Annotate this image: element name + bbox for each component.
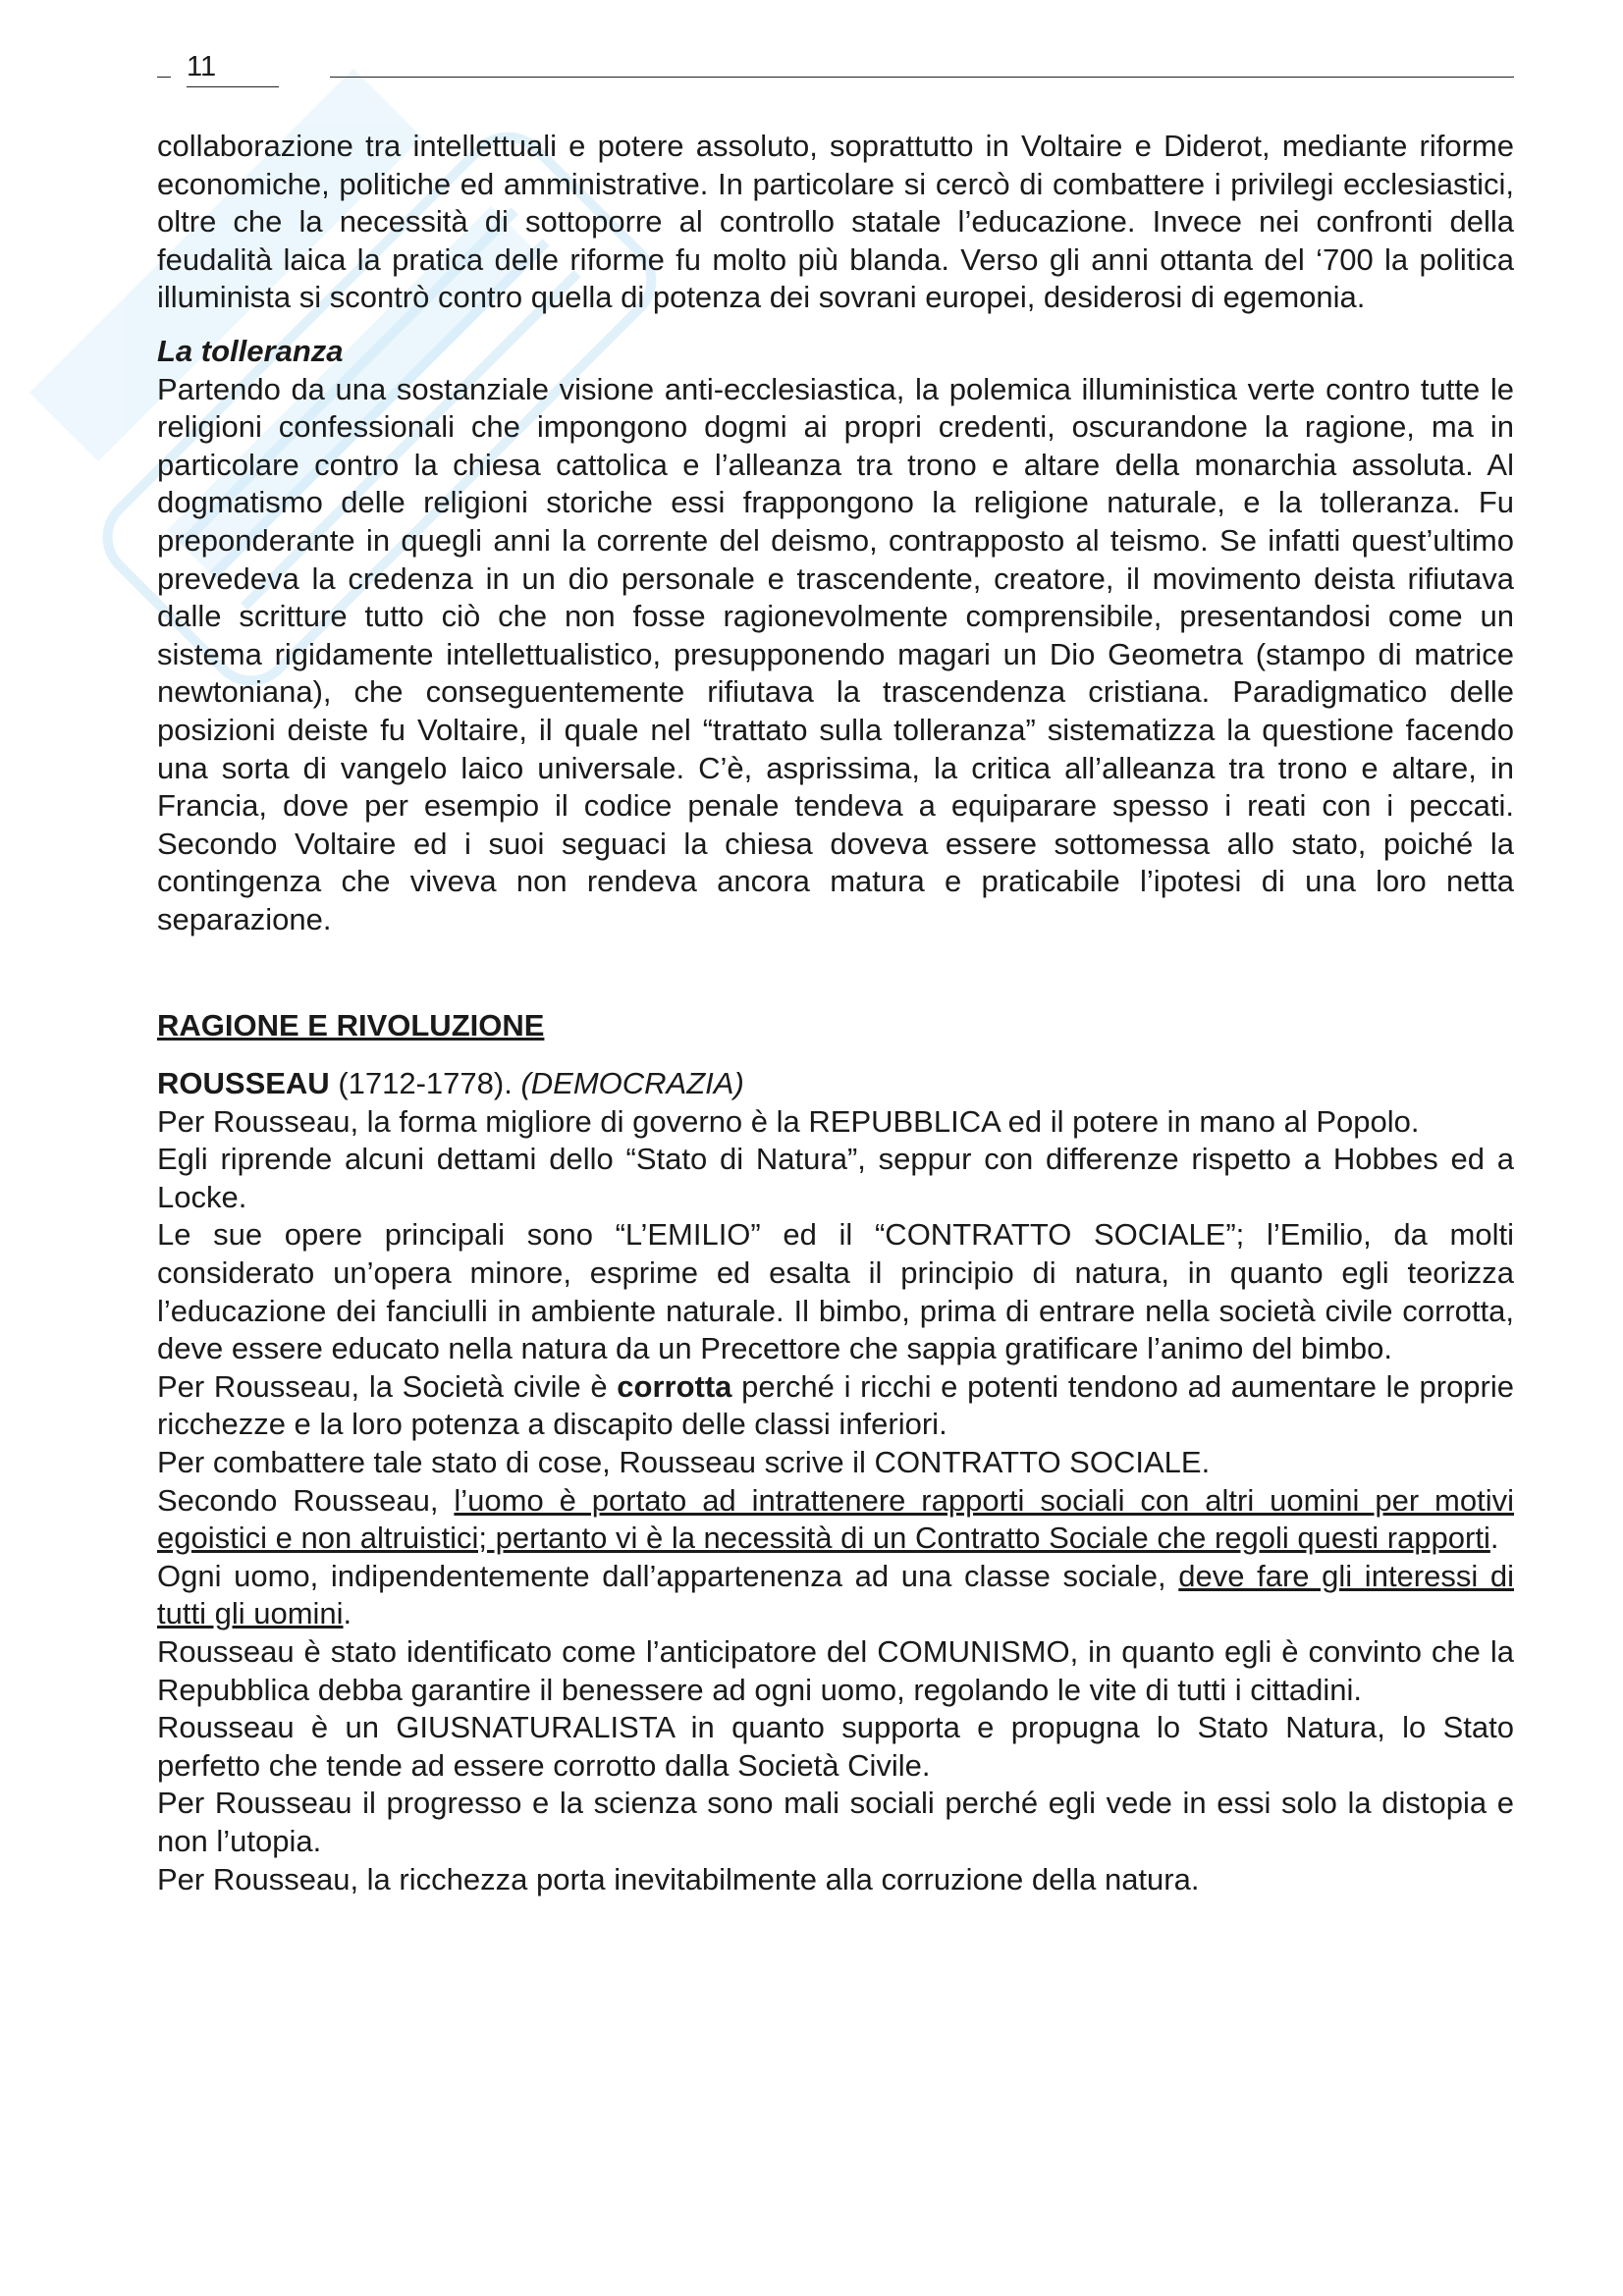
rousseau-paragraph-4 <box>157 1368 1514 1444</box>
rousseau-tag: (DEMOCRAZIA) <box>520 1066 744 1101</box>
rousseau-paragraph-7 <box>157 1558 1514 1633</box>
tolleranza-paragraph: Partendo da una sostanziale visione anti-ecclesiastica, la polemica illuministica verte contro tutte le religioni confessionali che impongono dogmi ai propri credenti, oscurandone la ragione, ma in particolare contro la chiesa cattolica e l’alleanza tra trono e altare della monarchia assoluta. Al dogmatismo delle religioni storiche essi frappongono la religione naturale, e la tolleranza. Fu preponderante in quegli anni la corrente del deismo, contrapposto al teismo. Se infatti quest’ultimo prevedeva la credenza in un dio personale e trascendente, creatore, il movimento deista rifiutava dalle scritture tutto ciò che non fosse ragionevolmente comprensibile, presentandosi come un sistema rigidamente intellettualistico, presupponendo magari un Dio Geometra (stampo di matrice newtoniana), che conseguentemente rifiutava la trascendenza cristiana. Paradigmatico delle posizioni deiste fu Voltaire, il quale nel “trattato sulla tolleranza” sistematizza la questione facendo una sorta di vangelo laico universale. C’è, asprissima, la critica all’alleanza tra trono e altare, in Francia, dove per esempio il codice penale tendeva a equiparare spesso i reati con i peccati. Secondo Voltaire ed i suoi seguaci la chiesa doveva essere sottomessa allo stato, poiché la contingenza che viveva non rendeva ancora matura e praticabile l’ipotesi di una loro netta separazione. <box>157 371 1514 936</box>
rousseau-paragraph-1: Per Rousseau, la forma migliore di governo è la REPUBBLICA ed il potere in mano al Popolo. <box>157 1103 1420 1139</box>
section-title: RAGIONE E RIVOLUZIONE <box>157 1008 545 1043</box>
rousseau-paragraph-9: Rousseau è un GIUSNATURALISTA in quanto supporta e propugna lo Stato Natura, lo Stato perfetto che tende ad essere corrotto dalla Società Civile. <box>157 1710 1514 1783</box>
p6-text-a: Secondo Rousseau, <box>157 1482 455 1518</box>
rousseau-dates: (1712-1778). <box>329 1066 521 1101</box>
header-rule <box>330 77 1514 78</box>
rousseau-name: ROUSSEAU <box>157 1066 330 1101</box>
rousseau-paragraph-6 <box>157 1482 1514 1558</box>
intro-paragraph: collaborazione tra intellettuali e potere assoluto, soprattutto in Voltaire e Diderot, mediante riforme economiche, politiche ed amministrative. In particolare si cercò di combattere i privilegi ecclesiastici, oltre che la necessità di sottoporre al controllo statale l’educazione. Invece nei confronti della feudalità laica la pratica delle riforme fu molto più blanda. Verso gli anni ottanta del ‘700 la politica illuminista si scontrò contro quella di potenza dei sovrani europei, desiderosi di egemonia. <box>157 129 1514 315</box>
rousseau-paragraph-11: Per Rousseau, la ricchezza porta inevitabilmente alla corruzione della natura. <box>157 1861 1200 1896</box>
rousseau-paragraph-2: Egli riprende alcuni dettami dello “Stato di Natura”, seppur con differenze rispetto a Hobbes ed a Locke. <box>157 1142 1514 1214</box>
p7-underlined: deve fare gli interessi di tutti gli uomini <box>157 1558 1514 1631</box>
p4-bold: corrotta <box>617 1368 732 1404</box>
document-body <box>157 128 1514 1898</box>
rousseau-heading <box>157 1065 1514 1103</box>
rousseau-paragraph-8: Rousseau è stato identificato come l’anticipatore del COMUNISMO, in quanto egli è convinto che la Repubblica debba garantire il benessere ad ogni uomo, regolando le vite di tutti i cittadini. <box>157 1633 1514 1707</box>
p6-underlined: l’uomo è portato ad intrattenere rapporti sociali con altri uomini per motivi egoistici e non altruistici; pertanto vi è la necessità di un Contratto Sociale che regoli questi rapporti <box>157 1482 1515 1556</box>
page-header <box>157 49 1514 88</box>
rousseau-paragraph-10: Per Rousseau il progresso e la scienza sono mali sociali perché egli vede in essi solo la distopia e non l’utopia. <box>157 1786 1514 1858</box>
rousseau-paragraph-3: Le sue opere principali sono “L’EMILIO” ed il “CONTRATTO SOCIALE”; l’Emilio, da molti considerato un’opera minore, esprime ed esalta il principio di natura, in quanto egli teorizza l’educazione dei fanciulli in ambiente naturale. Il bimbo, prima di entrare nella società civile corrotta, deve essere educato nella natura da un Precettore che sappia gratificare l’animo del bimbo. <box>157 1217 1514 1366</box>
p4-text-a: Per Rousseau, la Società civile è <box>157 1368 618 1404</box>
p6-text-b: . <box>1489 1521 1499 1556</box>
rousseau-paragraph-5: Per combattere tale stato di cose, Rousseau scrive il CONTRATTO SOCIALE. <box>157 1445 1211 1479</box>
p4-text-b: perché i ricchi e potenti tendono ad aumentare le proprie ricchezze e la loro potenza a discapito delle classi inferiori. <box>157 1368 1515 1442</box>
p7-text-b: . <box>343 1596 352 1631</box>
page-number: 11 <box>187 52 279 87</box>
tolleranza-heading: La tolleranza <box>157 333 344 368</box>
p7-text-a: Ogni uomo, indipendentemente dall’appartenenza ad una classe sociale, <box>157 1558 1179 1593</box>
header-dash <box>157 77 171 78</box>
